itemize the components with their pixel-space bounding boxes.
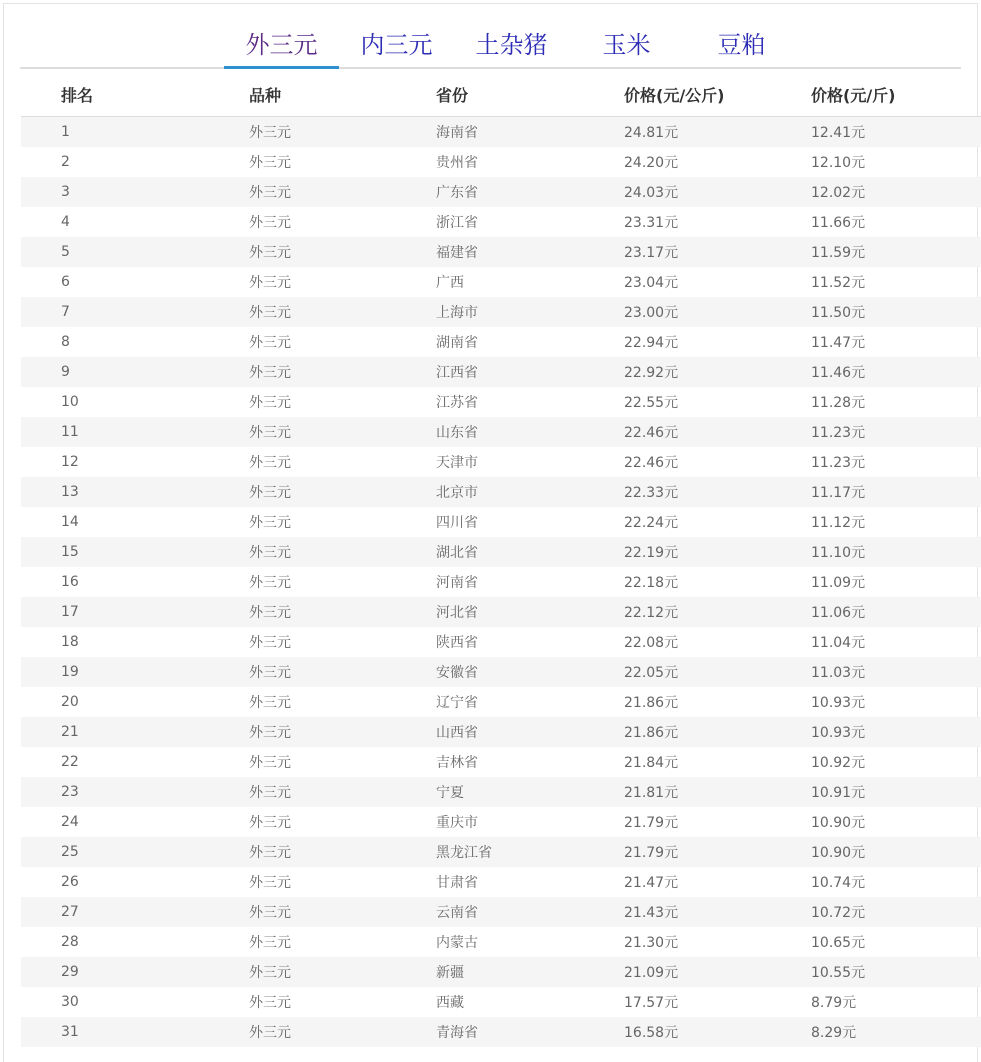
price-jin-cell: 11.50元 xyxy=(811,297,981,327)
table-row xyxy=(21,357,981,387)
breed-cell: 外三元 xyxy=(249,815,291,831)
breed-cell: 外三元 xyxy=(249,297,436,327)
price-kg-cell: 21.86元 xyxy=(624,695,679,711)
rank-cell: 18 xyxy=(61,634,79,650)
price-jin-cell: 8.79元 xyxy=(811,995,857,1011)
table-row xyxy=(21,267,981,297)
rank-cell: 6 xyxy=(61,274,70,290)
price-jin-cell: 11.46元 xyxy=(811,357,981,387)
price-kg-cell: 22.24元 xyxy=(624,515,679,531)
breed-cell: 外三元 xyxy=(249,155,291,171)
price-kg-cell: 22.19元 xyxy=(624,537,811,567)
province-cell: 山西省 xyxy=(436,717,624,747)
price-kg-cell: 21.30元 xyxy=(624,935,679,951)
province-cell: 河北省 xyxy=(436,597,624,627)
province-cell: 宁夏 xyxy=(436,777,624,807)
price-kg-cell: 22.05元 xyxy=(624,657,811,687)
rank-cell: 12 xyxy=(61,454,79,470)
breed-cell: 外三元 xyxy=(249,575,291,591)
breed-cell: 外三元 xyxy=(249,597,436,627)
price-kg-cell: 22.18元 xyxy=(624,575,679,591)
price-jin-cell: 10.65元 xyxy=(811,935,866,951)
province-cell: 上海市 xyxy=(436,297,624,327)
breed-cell: 外三元 xyxy=(249,357,436,387)
table-row xyxy=(21,837,981,867)
price-ranking-table xyxy=(21,72,981,1047)
province-cell: 浙江省 xyxy=(436,215,478,231)
province-cell: 甘肃省 xyxy=(436,875,478,891)
province-cell: 河南省 xyxy=(436,575,478,591)
breed-cell: 外三元 xyxy=(249,515,291,531)
table-row xyxy=(21,627,981,657)
breed-cell: 外三元 xyxy=(249,177,436,207)
table-row xyxy=(21,387,981,417)
price-jin-cell: 11.09元 xyxy=(811,575,866,591)
rank-cell: 1 xyxy=(21,117,249,148)
rank-cell: 29 xyxy=(21,957,249,987)
breed-cell: 外三元 xyxy=(249,837,436,867)
province-cell: 四川省 xyxy=(436,515,478,531)
price-jin-cell: 10.90元 xyxy=(811,837,981,867)
header-rank: 排名 xyxy=(21,72,249,117)
breed-cell: 外三元 xyxy=(249,237,436,267)
tab-soybean-meal[interactable]: 豆粕 xyxy=(717,31,766,59)
table-row xyxy=(21,807,981,837)
header-price-per-jin: 价格(元/斤) xyxy=(811,72,981,117)
price-kg-cell: 21.79元 xyxy=(624,837,811,867)
breed-cell: 外三元 xyxy=(249,635,291,651)
table-row xyxy=(21,207,981,237)
price-kg-cell: 21.84元 xyxy=(624,755,679,771)
breed-cell: 外三元 xyxy=(249,275,291,291)
price-kg-cell: 22.12元 xyxy=(624,597,811,627)
province-cell: 山东省 xyxy=(436,417,624,447)
breed-cell: 外三元 xyxy=(249,875,291,891)
breed-cell: 外三元 xyxy=(249,455,291,471)
table-row xyxy=(21,327,981,357)
price-jin-cell: 11.12元 xyxy=(811,515,866,531)
table-row xyxy=(21,957,981,987)
price-kg-cell: 21.79元 xyxy=(624,815,679,831)
price-jin-cell: 10.91元 xyxy=(811,777,981,807)
table-body xyxy=(21,117,981,1048)
table-row xyxy=(21,717,981,747)
price-jin-cell: 11.52元 xyxy=(811,275,866,291)
price-jin-cell: 10.55元 xyxy=(811,957,981,987)
rank-cell: 23 xyxy=(21,777,249,807)
rank-cell: 13 xyxy=(21,477,249,507)
table-row xyxy=(21,147,981,177)
price-jin-cell: 10.93元 xyxy=(811,717,981,747)
price-jin-cell: 12.02元 xyxy=(811,177,981,207)
header-breed: 品种 xyxy=(249,72,436,117)
breed-cell: 外三元 xyxy=(249,897,436,927)
rank-cell: 5 xyxy=(21,237,249,267)
breed-cell: 外三元 xyxy=(249,935,291,951)
price-jin-cell: 11.47元 xyxy=(811,335,866,351)
breed-cell: 外三元 xyxy=(249,755,291,771)
breed-cell: 外三元 xyxy=(249,717,436,747)
table-row xyxy=(21,177,981,207)
price-kg-cell: 22.33元 xyxy=(624,477,811,507)
province-cell: 新疆 xyxy=(436,957,624,987)
table-row xyxy=(21,507,981,537)
province-cell: 吉林省 xyxy=(436,755,478,771)
province-cell: 重庆市 xyxy=(436,815,478,831)
rank-cell: 3 xyxy=(21,177,249,207)
table-row xyxy=(21,537,981,567)
breed-cell: 外三元 xyxy=(249,477,436,507)
table-row xyxy=(21,477,981,507)
price-jin-cell: 8.29元 xyxy=(811,1017,981,1047)
price-jin-cell: 11.04元 xyxy=(811,635,866,651)
breed-cell: 外三元 xyxy=(249,657,436,687)
breed-cell: 外三元 xyxy=(249,335,291,351)
province-cell: 天津市 xyxy=(436,455,478,471)
province-cell: 湖北省 xyxy=(436,537,624,567)
rank-cell: 24 xyxy=(61,814,79,830)
price-kg-cell: 21.43元 xyxy=(624,897,811,927)
price-jin-cell: 12.41元 xyxy=(811,117,981,148)
price-kg-cell: 22.92元 xyxy=(624,357,811,387)
breed-cell: 外三元 xyxy=(249,777,436,807)
header-price-per-kg: 价格(元/公斤) xyxy=(624,72,811,117)
table-row xyxy=(21,117,981,148)
rank-cell: 31 xyxy=(21,1017,249,1047)
rank-cell: 20 xyxy=(61,694,79,710)
rank-cell: 7 xyxy=(21,297,249,327)
price-kg-cell: 24.20元 xyxy=(624,155,679,171)
table-row xyxy=(21,597,981,627)
province-cell: 江西省 xyxy=(436,357,624,387)
tab-wai-san-yuan[interactable]: 外三元 xyxy=(224,28,339,67)
price-kg-cell: 16.58元 xyxy=(624,1017,811,1047)
rank-cell: 14 xyxy=(61,514,79,530)
province-cell: 江苏省 xyxy=(436,395,478,411)
rank-cell: 2 xyxy=(61,154,70,170)
tab-tu-za-zhu[interactable]: 土杂猪 xyxy=(475,31,548,59)
breed-cell: 外三元 xyxy=(249,995,291,1011)
breed-cell: 外三元 xyxy=(249,537,436,567)
rank-cell: 22 xyxy=(61,754,79,770)
table-row xyxy=(21,687,981,717)
price-kg-cell: 23.04元 xyxy=(624,275,679,291)
price-jin-cell: 11.23元 xyxy=(811,417,981,447)
breed-cell: 外三元 xyxy=(249,395,291,411)
price-jin-cell: 11.03元 xyxy=(811,657,981,687)
table-row xyxy=(21,1017,981,1047)
table-row xyxy=(21,927,981,957)
price-kg-cell: 21.09元 xyxy=(624,957,811,987)
table-row xyxy=(21,897,981,927)
price-jin-cell: 10.92元 xyxy=(811,755,866,771)
province-cell: 安徽省 xyxy=(436,657,624,687)
table-row xyxy=(21,867,981,897)
price-jin-cell: 10.72元 xyxy=(811,897,981,927)
rank-cell: 10 xyxy=(61,394,79,410)
province-cell: 广西 xyxy=(436,275,464,291)
rank-cell: 28 xyxy=(61,934,79,950)
province-cell: 海南省 xyxy=(436,117,624,148)
price-kg-cell: 21.81元 xyxy=(624,777,811,807)
tab-corn[interactable]: 玉米 xyxy=(602,31,651,59)
table-row xyxy=(21,657,981,687)
rank-cell: 9 xyxy=(21,357,249,387)
table-row xyxy=(21,447,981,477)
rank-cell: 17 xyxy=(21,597,249,627)
rank-cell: 26 xyxy=(61,874,79,890)
rank-cell: 4 xyxy=(61,214,70,230)
price-jin-cell: 12.10元 xyxy=(811,155,866,171)
province-cell: 内蒙古 xyxy=(436,935,478,951)
breed-cell: 外三元 xyxy=(249,957,436,987)
price-jin-cell: 11.10元 xyxy=(811,537,981,567)
price-kg-cell: 23.31元 xyxy=(624,215,679,231)
province-cell: 贵州省 xyxy=(436,155,478,171)
price-jin-cell: 11.17元 xyxy=(811,477,981,507)
rank-cell: 27 xyxy=(21,897,249,927)
table-row xyxy=(21,567,981,597)
province-cell: 云南省 xyxy=(436,897,624,927)
price-kg-cell: 21.86元 xyxy=(624,717,811,747)
province-cell: 北京市 xyxy=(436,477,624,507)
province-cell: 湖南省 xyxy=(436,335,478,351)
price-jin-cell: 11.59元 xyxy=(811,237,981,267)
rank-cell: 21 xyxy=(21,717,249,747)
price-jin-cell: 10.93元 xyxy=(811,695,866,711)
price-kg-cell: 23.17元 xyxy=(624,237,811,267)
price-jin-cell: 11.06元 xyxy=(811,597,981,627)
price-jin-cell: 11.23元 xyxy=(811,455,866,471)
province-cell: 青海省 xyxy=(436,1017,624,1047)
province-cell: 辽宁省 xyxy=(436,695,478,711)
rank-cell: 19 xyxy=(21,657,249,687)
table-row xyxy=(21,747,981,777)
price-kg-cell: 23.00元 xyxy=(624,297,811,327)
price-kg-cell: 21.47元 xyxy=(624,875,679,891)
province-cell: 陕西省 xyxy=(436,635,478,651)
province-cell: 西藏 xyxy=(436,995,464,1011)
table-row xyxy=(21,297,981,327)
breed-cell: 外三元 xyxy=(249,695,291,711)
rank-cell: 11 xyxy=(21,417,249,447)
price-kg-cell: 22.46元 xyxy=(624,455,679,471)
price-jin-cell: 11.28元 xyxy=(811,395,866,411)
price-kg-cell: 22.55元 xyxy=(624,395,679,411)
province-cell: 广东省 xyxy=(436,177,624,207)
rank-cell: 30 xyxy=(61,994,79,1010)
province-cell: 福建省 xyxy=(436,237,624,267)
price-jin-cell: 11.66元 xyxy=(811,215,866,231)
table-header-row xyxy=(21,72,981,117)
table-row xyxy=(21,777,981,807)
price-kg-cell: 22.94元 xyxy=(624,335,679,351)
breed-cell: 外三元 xyxy=(249,1017,436,1047)
table-row xyxy=(21,417,981,447)
rank-cell: 25 xyxy=(21,837,249,867)
price-jin-cell: 10.90元 xyxy=(811,815,866,831)
rank-cell: 16 xyxy=(61,574,79,590)
price-kg-cell: 17.57元 xyxy=(624,995,679,1011)
province-cell: 黑龙江省 xyxy=(436,837,624,867)
header-province: 省份 xyxy=(436,72,624,117)
price-kg-cell: 22.08元 xyxy=(624,635,679,651)
table-row xyxy=(21,987,981,1017)
tab-nei-san-yuan[interactable]: 内三元 xyxy=(360,31,433,59)
price-kg-cell: 24.03元 xyxy=(624,177,811,207)
price-jin-cell: 10.74元 xyxy=(811,875,866,891)
rank-cell: 8 xyxy=(61,334,70,350)
price-kg-cell: 22.46元 xyxy=(624,417,811,447)
breed-cell: 外三元 xyxy=(249,417,436,447)
breed-cell: 外三元 xyxy=(249,215,291,231)
rank-cell: 15 xyxy=(21,537,249,567)
tab-bar xyxy=(20,20,961,69)
breed-cell: 外三元 xyxy=(249,117,436,148)
table-row xyxy=(21,237,981,267)
price-kg-cell: 24.81元 xyxy=(624,117,811,148)
